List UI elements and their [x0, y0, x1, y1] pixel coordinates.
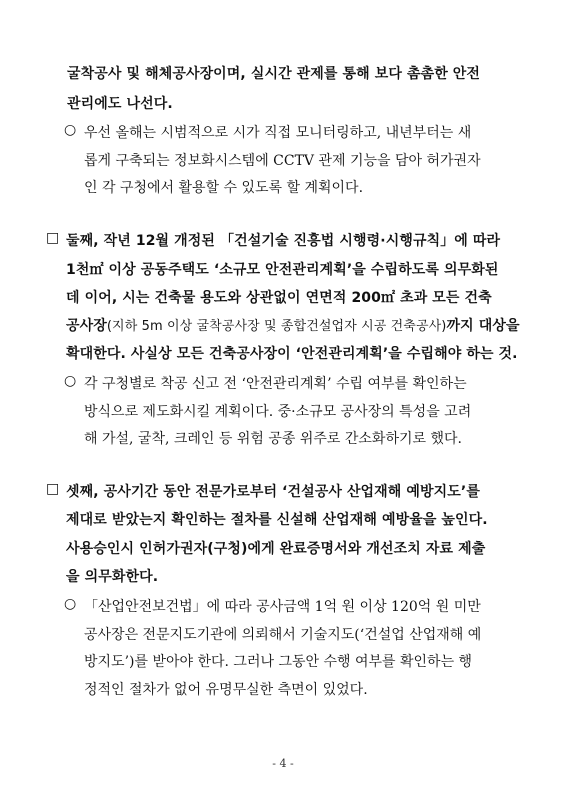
square-bullet-icon: □ [46, 230, 60, 246]
section-line [66, 315, 520, 335]
section-line: 을 의무화한다. [66, 569, 159, 585]
section-line-suffix: 까지 대상을 [446, 318, 520, 334]
sub-paragraph-line: 방지도’)를 받아야 한다. 그러나 그동안 수행 여부를 확인하는 행 [84, 654, 473, 670]
page-number: - 4 - [272, 757, 294, 770]
sub-paragraph-line: 롭게 구축되는 정보화시스템에 CCTV 관제 기능을 담아 허가권자 [84, 153, 481, 169]
circle-bullet-icon: ○ [64, 596, 77, 612]
section-line: 확대한다. 사실상 모든 건축공사장이 ‘안전관리계획’을 수립해야 하는 것. [66, 346, 518, 362]
section-line: 둘째, 작년 12월 개정된 「건설기술 진흥법 시행령·시행규칙」에 따라 [66, 233, 501, 249]
section-line: 사용승인시 인허가권자(구청)에게 완료증명서와 개선조치 자료 제출 [66, 541, 486, 557]
section-line: 1천㎡ 이상 공동주택도 ‘소규모 안전관리계획’을 수립하도록 의무화된 [66, 262, 499, 278]
sub-paragraph-line: 공사장은 전문지도기관에 의뢰해서 기술지도(‘건설업 산업재해 예 [84, 627, 482, 643]
paragraph-line: 굴착공사 및 해체공사장이며, 실시간 관제를 통해 보다 촘촘한 안전 [67, 66, 481, 82]
sub-paragraph-line: 각 구청별로 착공 신고 전 ‘안전관리계획’ 수립 여부를 확인하는 [84, 376, 467, 392]
sub-paragraph-line: 「산업안전보건법」에 따라 공사금액 1억 원 이상 120억 원 미만 [84, 599, 481, 615]
section-line: 셋째, 공사기간 동안 전문가로부터 ‘건설공사 산업재해 예방지도’를 [66, 484, 480, 500]
sub-paragraph-line: 우선 올해는 시범적으로 시가 직접 모니터링하고, 내년부터는 새 [84, 125, 472, 141]
section-line-parenthetical: (지하 5m 이상 굴착공사장 및 종합건설업자 시공 건축공사) [106, 319, 447, 334]
section-line: 제대로 받았는지 확인하는 절차를 신설해 산업재해 예방율을 높인다. [66, 512, 488, 528]
sub-paragraph-line: 인 각 구청에서 활용할 수 있도록 할 계획이다. [84, 180, 364, 196]
paragraph-line: 관리에도 나선다. [67, 96, 173, 112]
sub-paragraph-line: 해 가설, 굴착, 크레인 등 위험 공종 위주로 간소화하기로 했다. [84, 431, 462, 447]
circle-bullet-icon: ○ [64, 122, 77, 138]
circle-bullet-icon: ○ [64, 373, 77, 389]
sub-paragraph-line: 정적인 절차가 없어 유명무실한 측면이 있었다. [84, 682, 368, 698]
square-bullet-icon: □ [46, 481, 60, 497]
sub-paragraph-line: 방식으로 제도화시킬 계획이다. 중·소규모 공사장의 특성을 고려 [84, 404, 472, 420]
section-line-prefix: 공사장 [66, 318, 107, 334]
section-line: 데 이어, 시는 건축물 용도와 상관없이 연면적 200㎡ 초과 모든 건축 [66, 290, 492, 306]
